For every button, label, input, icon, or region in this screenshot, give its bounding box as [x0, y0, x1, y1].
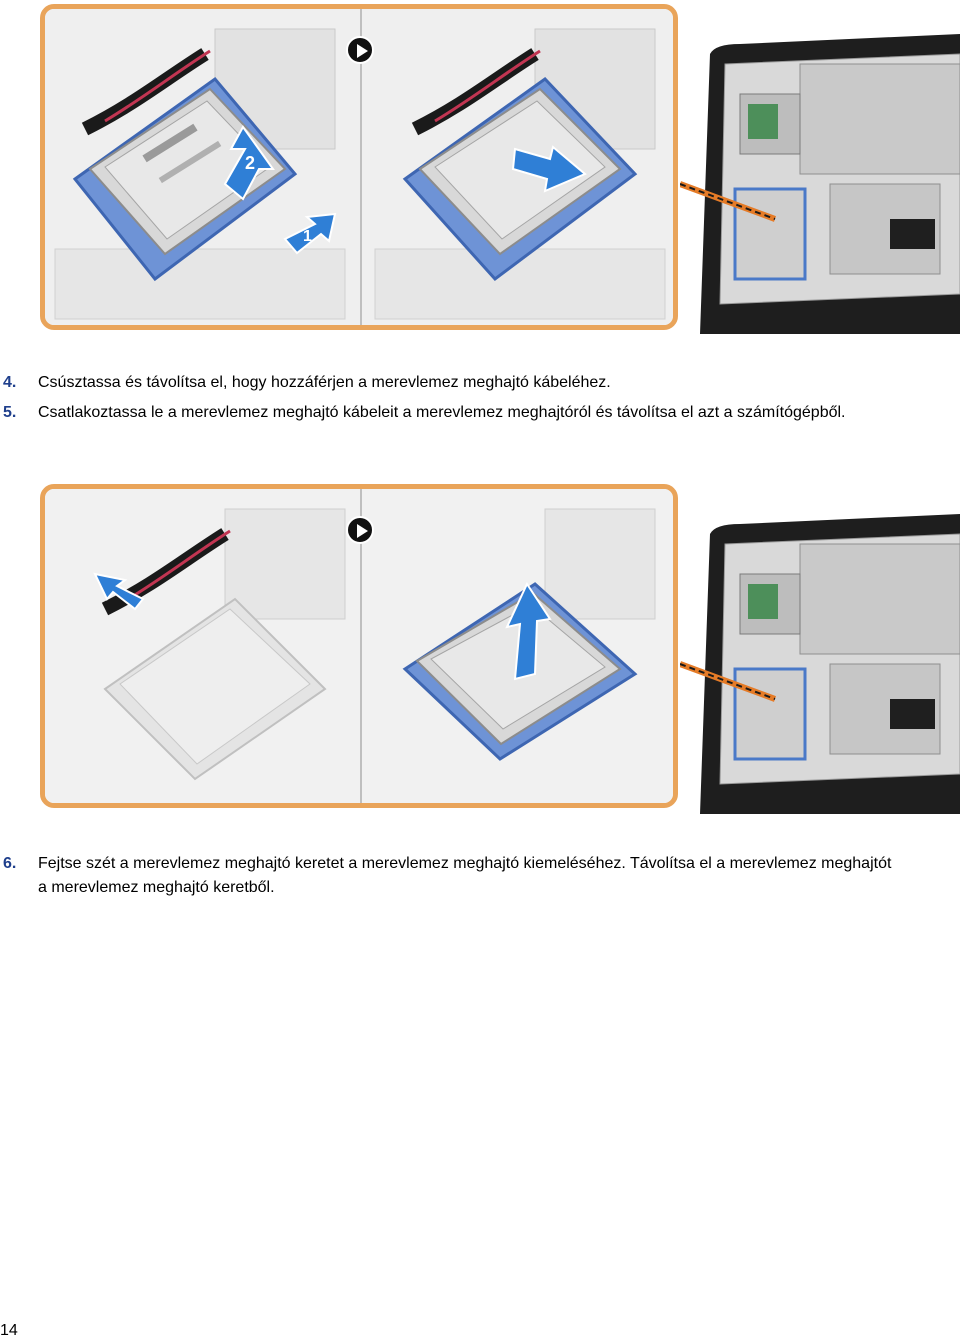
step-text: Csúsztassa és távolítsa el, hogy hozzáférjen a merevlemez meghajtó kábeléhez. [38, 374, 611, 391]
step-number: 4. [3, 374, 17, 391]
step-number: 5. [3, 404, 17, 421]
page-number: 14 [0, 1322, 18, 1339]
chassis-overview-illustration [680, 484, 960, 814]
illustration-panel [40, 4, 678, 330]
illustration-panel [40, 484, 678, 808]
step-number: 6. [3, 855, 17, 872]
figure-slide-hdd [0, 0, 960, 340]
step-text: Fejtse szét a merevlemez meghajtó keretet a merevlemez meghajtó kiemeléséhez. Távolítsa el a merevlemez meghajtót a merevlemez meghajtó keretből. [38, 855, 892, 896]
step-text: Csatlakoztassa le a merevlemez meghajtó kábeleit a merevlemez meghajtóról és távolítsa el azt a számítógépből. [38, 404, 846, 421]
play-icon [346, 36, 374, 64]
arrow-label-1: 1 [303, 228, 312, 245]
figure-disconnect-cable [0, 480, 960, 812]
play-icon [346, 516, 374, 544]
arrow-label-2: 2 [245, 153, 256, 173]
chassis-overview-illustration [680, 4, 960, 334]
